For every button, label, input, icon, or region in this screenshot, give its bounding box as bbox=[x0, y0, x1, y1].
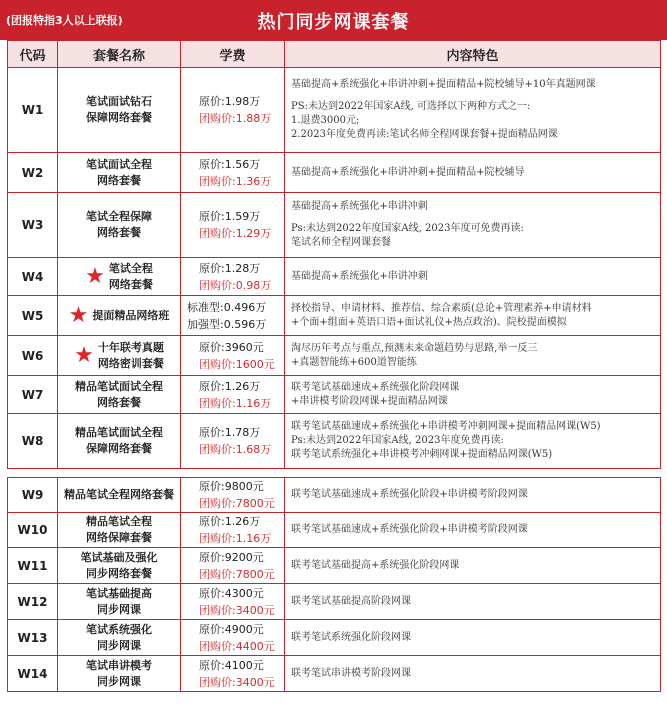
package-name-line: 提面精品网络班 bbox=[92, 308, 170, 322]
package-code: W3 bbox=[8, 193, 58, 258]
package-code: W9 bbox=[8, 478, 58, 513]
group-price: 团购价:1.68万 bbox=[199, 443, 272, 456]
table-row bbox=[8, 193, 661, 258]
feature-line: 基础提高+系统强化+串讲冲刺 bbox=[291, 270, 428, 282]
features-cell bbox=[285, 153, 661, 193]
group-price: 团购价:1.29万 bbox=[199, 227, 272, 240]
package-code: W11 bbox=[8, 548, 58, 584]
package-name-line: 网络保障套餐 bbox=[86, 531, 152, 544]
package-name-cell bbox=[58, 548, 181, 584]
package-code: W10 bbox=[8, 513, 58, 548]
package-name-line: 十年联考真题 bbox=[97, 340, 164, 354]
package-name-line: 笔试基础及强化 bbox=[80, 550, 158, 564]
original-price: 原价:1.28万 bbox=[199, 261, 261, 275]
feature-line: 基础提高+系统强化+串讲冲刺+提面精品+院校辅导+10年真题网课 bbox=[291, 79, 596, 90]
package-name-line: 精品笔试面试全程 bbox=[75, 379, 163, 393]
feature-line bbox=[291, 214, 654, 222]
price-cell bbox=[181, 656, 285, 692]
price-cell bbox=[181, 620, 285, 656]
feature-line: 择校指导、申请材料、推荐信、综合素质(总论+管理素养+申请材料 bbox=[291, 302, 592, 314]
original-price: 原价:1.98万 bbox=[199, 95, 261, 108]
package-code: W13 bbox=[8, 620, 58, 656]
package-name-line: 保障网络套餐 bbox=[86, 111, 152, 124]
feature-line: 联考笔试系统强化阶段网课 bbox=[291, 631, 411, 643]
features-cell bbox=[285, 376, 661, 414]
group-price: 团购价:1.88万 bbox=[199, 112, 272, 125]
table-row bbox=[8, 296, 661, 336]
col-header-code: 代码 bbox=[8, 41, 58, 68]
package-code: W12 bbox=[8, 584, 58, 620]
price-cell bbox=[181, 296, 285, 336]
standard-price: 标准型:0.496万 bbox=[187, 300, 267, 314]
feature-line: 联考笔试基础速成+系统强化阶段+串讲模考阶段网课 bbox=[291, 489, 528, 500]
group-price: 团购价:1.16万 bbox=[199, 532, 272, 545]
package-table-bottom bbox=[7, 477, 661, 692]
table-row bbox=[8, 656, 661, 692]
page-title: 热门同步网课套餐 bbox=[257, 12, 410, 33]
package-name-line: 保障网络套餐 bbox=[86, 442, 152, 455]
table-row bbox=[8, 620, 661, 656]
title-note: (团报特指3人以上联报) bbox=[6, 14, 123, 27]
features-cell bbox=[285, 258, 661, 296]
feature-line: 联考笔试基础提高+系统强化阶段网课 bbox=[291, 559, 460, 571]
package-code: W5 bbox=[8, 296, 58, 336]
package-name-cell bbox=[58, 258, 181, 296]
package-name-line: 网络套餐 bbox=[97, 173, 141, 187]
package-name-cell bbox=[58, 620, 181, 656]
package-name-cell bbox=[58, 296, 181, 336]
table-row bbox=[8, 68, 661, 153]
original-price: 原价:1.26万 bbox=[199, 515, 261, 528]
feature-line: Ps:未达到2022年国家A线, 2023年度免费再读: bbox=[291, 435, 504, 446]
table-row bbox=[8, 336, 661, 376]
col-header-name: 套餐名称 bbox=[58, 41, 181, 68]
package-code: W2 bbox=[8, 153, 58, 193]
feature-line: 联考笔试系统强化+串讲模考冲刺网课+提面精品网课(W5) bbox=[291, 449, 553, 460]
feature-line: 淘尽历年考点与重点,预测未来命题趋势与思路,举一反三 bbox=[291, 342, 538, 354]
group-price: 团购价:3400元 bbox=[199, 675, 275, 689]
table-header-row bbox=[8, 41, 661, 68]
package-name-cell bbox=[58, 478, 181, 513]
price-cell bbox=[181, 68, 285, 153]
package-name-cell bbox=[58, 513, 181, 548]
package-table-top bbox=[7, 40, 661, 469]
package-code: W8 bbox=[8, 414, 58, 469]
package-code: W4 bbox=[8, 258, 58, 296]
package-name-cell bbox=[58, 656, 181, 692]
original-price: 原价:1.59万 bbox=[199, 210, 261, 223]
group-price: 团购价:1.16万 bbox=[199, 396, 272, 410]
features-cell bbox=[285, 513, 661, 548]
package-name-line: 精品笔试全程 bbox=[86, 515, 152, 528]
star-icon: ★ bbox=[85, 263, 105, 289]
star-icon: ★ bbox=[74, 342, 94, 368]
package-name-line: 精品笔试面试全程 bbox=[75, 426, 163, 439]
original-price: 原价:4100元 bbox=[199, 658, 264, 672]
col-header-price: 学费 bbox=[181, 41, 285, 68]
features-cell bbox=[285, 193, 661, 258]
feature-line: 笔试名师全程网课套餐 bbox=[291, 237, 391, 248]
price-cell bbox=[181, 193, 285, 258]
features-cell bbox=[285, 414, 661, 469]
feature-line: 基础提高+系统强化+串讲冲刺+提面精品+院校辅导 bbox=[291, 166, 525, 178]
package-name-line: 同步网课 bbox=[97, 602, 141, 616]
original-price: 原价:1.26万 bbox=[199, 379, 261, 393]
price-cell bbox=[181, 548, 285, 584]
original-price: 原价:4900元 bbox=[199, 622, 264, 636]
original-price: 原价:9200元 bbox=[199, 550, 264, 564]
feature-line: 1.退费3000元; bbox=[291, 115, 360, 126]
group-price: 团购价:3400元 bbox=[199, 603, 275, 617]
feature-line: Ps:未达到2022年度国家A线, 2023年度可免费再读: bbox=[291, 223, 524, 234]
features-cell bbox=[285, 336, 661, 376]
price-cell bbox=[181, 478, 285, 513]
star-icon: ★ bbox=[68, 302, 89, 328]
table-row bbox=[8, 376, 661, 414]
feature-line: 联考笔试串讲模考阶段网课 bbox=[291, 667, 411, 679]
table-row bbox=[8, 414, 661, 469]
col-header-features: 内容特色 bbox=[285, 41, 661, 68]
price-cell bbox=[181, 258, 285, 296]
package-name-line: 同步网课 bbox=[97, 674, 141, 688]
package-name-line: 笔试面试全程 bbox=[86, 157, 152, 171]
title-bar bbox=[0, 0, 667, 40]
features-cell bbox=[285, 68, 661, 153]
price-cell bbox=[181, 414, 285, 469]
package-code: W7 bbox=[8, 376, 58, 414]
original-price: 原价:1.56万 bbox=[199, 157, 261, 171]
group-price: 团购价:0.98万 bbox=[199, 278, 272, 292]
package-name-line: 同步网课 bbox=[97, 638, 141, 652]
package-name-line: 网络套餐 bbox=[97, 395, 141, 409]
package-name-line: 笔试系统强化 bbox=[86, 622, 152, 636]
feature-line: 联考笔试基础速成+系统强化阶段网课 bbox=[291, 381, 460, 393]
original-price: 原价:9800元 bbox=[199, 480, 264, 493]
group-price: 团购价:1600元 bbox=[199, 357, 275, 371]
features-cell bbox=[285, 548, 661, 584]
package-name-line: 精品笔试全程网络套餐 bbox=[64, 488, 174, 501]
feature-line: PS:未达到2022年国家A线, 可选择以下两种方式之一: bbox=[291, 101, 531, 112]
package-name-cell bbox=[58, 153, 181, 193]
package-code: W6 bbox=[8, 336, 58, 376]
feature-line: 联考笔试基础提高阶段网课 bbox=[291, 595, 411, 607]
package-name-line: 网络套餐 bbox=[97, 226, 141, 239]
package-name-line: 网络套餐 bbox=[108, 277, 153, 291]
table-row bbox=[8, 478, 661, 513]
package-name-cell bbox=[58, 68, 181, 153]
feature-line: 联考笔试基础速成+系统强化+串讲模考冲刺网课+提面精品网课(W5) bbox=[291, 421, 601, 432]
price-cell bbox=[181, 584, 285, 620]
feature-line: +串讲模考阶段网课+提面精品网课 bbox=[291, 395, 448, 407]
table-row bbox=[8, 258, 661, 296]
feature-line: +个面+组面+英语口语+面试礼仪+热点政治)、院校提面模拟 bbox=[291, 316, 567, 328]
package-name-line: 笔试基础提高 bbox=[86, 586, 152, 600]
original-price: 原价:3960元 bbox=[199, 340, 264, 354]
package-name-cell bbox=[58, 584, 181, 620]
package-name-line: 笔试全程保障 bbox=[86, 210, 152, 223]
group-price: 团购价:7800元 bbox=[199, 497, 275, 510]
table-row bbox=[8, 153, 661, 193]
features-cell bbox=[285, 656, 661, 692]
group-price: 团购价:4400元 bbox=[199, 639, 275, 653]
price-cell bbox=[181, 513, 285, 548]
package-name-line: 笔试面试钻石 bbox=[86, 95, 152, 108]
table-row bbox=[8, 584, 661, 620]
feature-line: 2.2023年度免费再读:笔试名师全程网课套餐+提面精品网课 bbox=[291, 129, 558, 140]
package-name-line: 笔试全程 bbox=[108, 261, 153, 275]
price-cell bbox=[181, 153, 285, 193]
price-cell bbox=[181, 376, 285, 414]
table-row bbox=[8, 513, 661, 548]
group-price: 团购价:1.36万 bbox=[199, 174, 272, 188]
original-price: 原价:4300元 bbox=[199, 586, 264, 600]
feature-line: +真题智能练+600道智能练 bbox=[291, 356, 417, 368]
package-name-line: 网络密训套餐 bbox=[97, 356, 164, 370]
features-cell bbox=[285, 584, 661, 620]
features-cell bbox=[285, 620, 661, 656]
feature-line bbox=[291, 92, 654, 100]
package-name-line: 同步网络套餐 bbox=[86, 566, 152, 580]
package-name-cell bbox=[58, 376, 181, 414]
package-code: W14 bbox=[8, 656, 58, 692]
original-price: 原价:1.78万 bbox=[199, 426, 261, 439]
package-name-cell bbox=[58, 414, 181, 469]
price-cell bbox=[181, 336, 285, 376]
table-row bbox=[8, 548, 661, 584]
group-price: 团购价:7800元 bbox=[199, 567, 275, 581]
enhanced-price: 加强型:0.596万 bbox=[187, 317, 267, 331]
package-name-cell bbox=[58, 336, 181, 376]
features-cell bbox=[285, 296, 661, 336]
package-code: W1 bbox=[8, 68, 58, 153]
package-name-line: 笔试串讲模考 bbox=[86, 658, 152, 672]
features-cell bbox=[285, 478, 661, 513]
package-name-cell bbox=[58, 193, 181, 258]
feature-line: 基础提高+系统强化+串讲冲刺 bbox=[291, 201, 428, 212]
feature-line: 联考笔试基础速成+系统强化阶段+串讲模考阶段网课 bbox=[291, 524, 528, 535]
